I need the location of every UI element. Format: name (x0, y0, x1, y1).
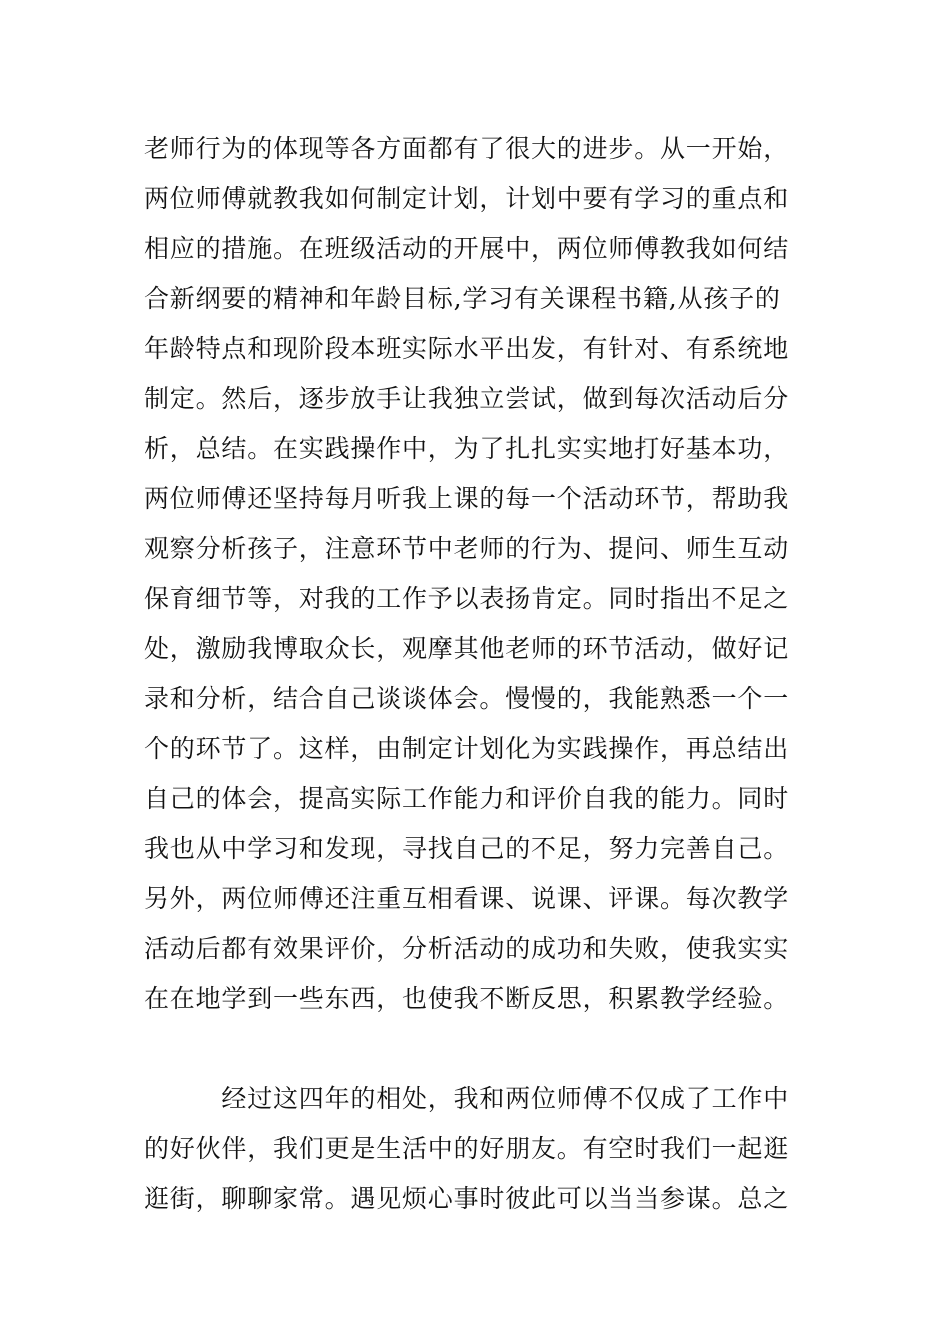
text-line: 逛街，聊聊家常。遇见烦心事时彼此可以当当参谋。总之 (144, 1184, 790, 1213)
body-paragraph-2 (144, 1074, 824, 1224)
text-line: 个的环节了。这样，由制定计划化为实践操作，再总结出 (144, 734, 790, 763)
text-line: 合新纲要的精神和年龄目标,学习有关课程书籍,从孩子的 (144, 284, 781, 313)
text-line: 的好伙伴，我们更是生活中的好朋友。有空时我们一起逛 (144, 1134, 790, 1163)
text-line: 自己的体会，提高实际工作能力和评价自我的能力。同时 (144, 784, 790, 813)
text-line: 两位师傅还坚持每月听我上课的每一个活动环节，帮助我 (144, 484, 790, 513)
text-line: 制定。然后，逐步放手让我独立尝试，做到每次活动后分 (144, 384, 790, 413)
text-line: 录和分析，结合自己谈谈体会。慢慢的，我能熟悉一个一 (144, 684, 790, 713)
text-line: 两位师傅就教我如何制定计划，计划中要有学习的重点和 (144, 184, 790, 213)
text-line: 相应的措施。在班级活动的开展中，两位师傅教我如何结 (144, 234, 790, 263)
body-paragraph-1 (144, 124, 824, 1024)
text-line: 我也从中学习和发现，寻找自己的不足，努力完善自己。 (144, 834, 790, 863)
text-line: 经过这四年的相处，我和两位师傅不仅成了工作中 (144, 1084, 790, 1113)
text-line: 保育细节等，对我的工作予以表扬肯定。同时指出不足之 (144, 584, 790, 613)
text-line: 析，总结。在实践操作中，为了扎扎实实地打好基本功， (144, 434, 790, 463)
text-line: 活动后都有效果评价，分析活动的成功和失败，使我实实 (144, 934, 790, 963)
text-line: 处，激励我博取众长，观摩其他老师的环节活动，做好记 (144, 634, 790, 663)
text-line: 老师行为的体现等各方面都有了很大的进步。从一开始， (144, 134, 790, 163)
text-line: 在在地学到一些东西，也使我不断反思，积累教学经验。 (144, 984, 790, 1013)
text-line: 观察分析孩子，注意环节中老师的行为、提问、师生互动 (144, 534, 790, 563)
text-line: 年龄特点和现阶段本班实际水平出发，有针对、有系统地 (144, 334, 790, 363)
text-line: 另外，两位师傅还注重互相看课、说课、评课。每次教学 (144, 884, 790, 913)
